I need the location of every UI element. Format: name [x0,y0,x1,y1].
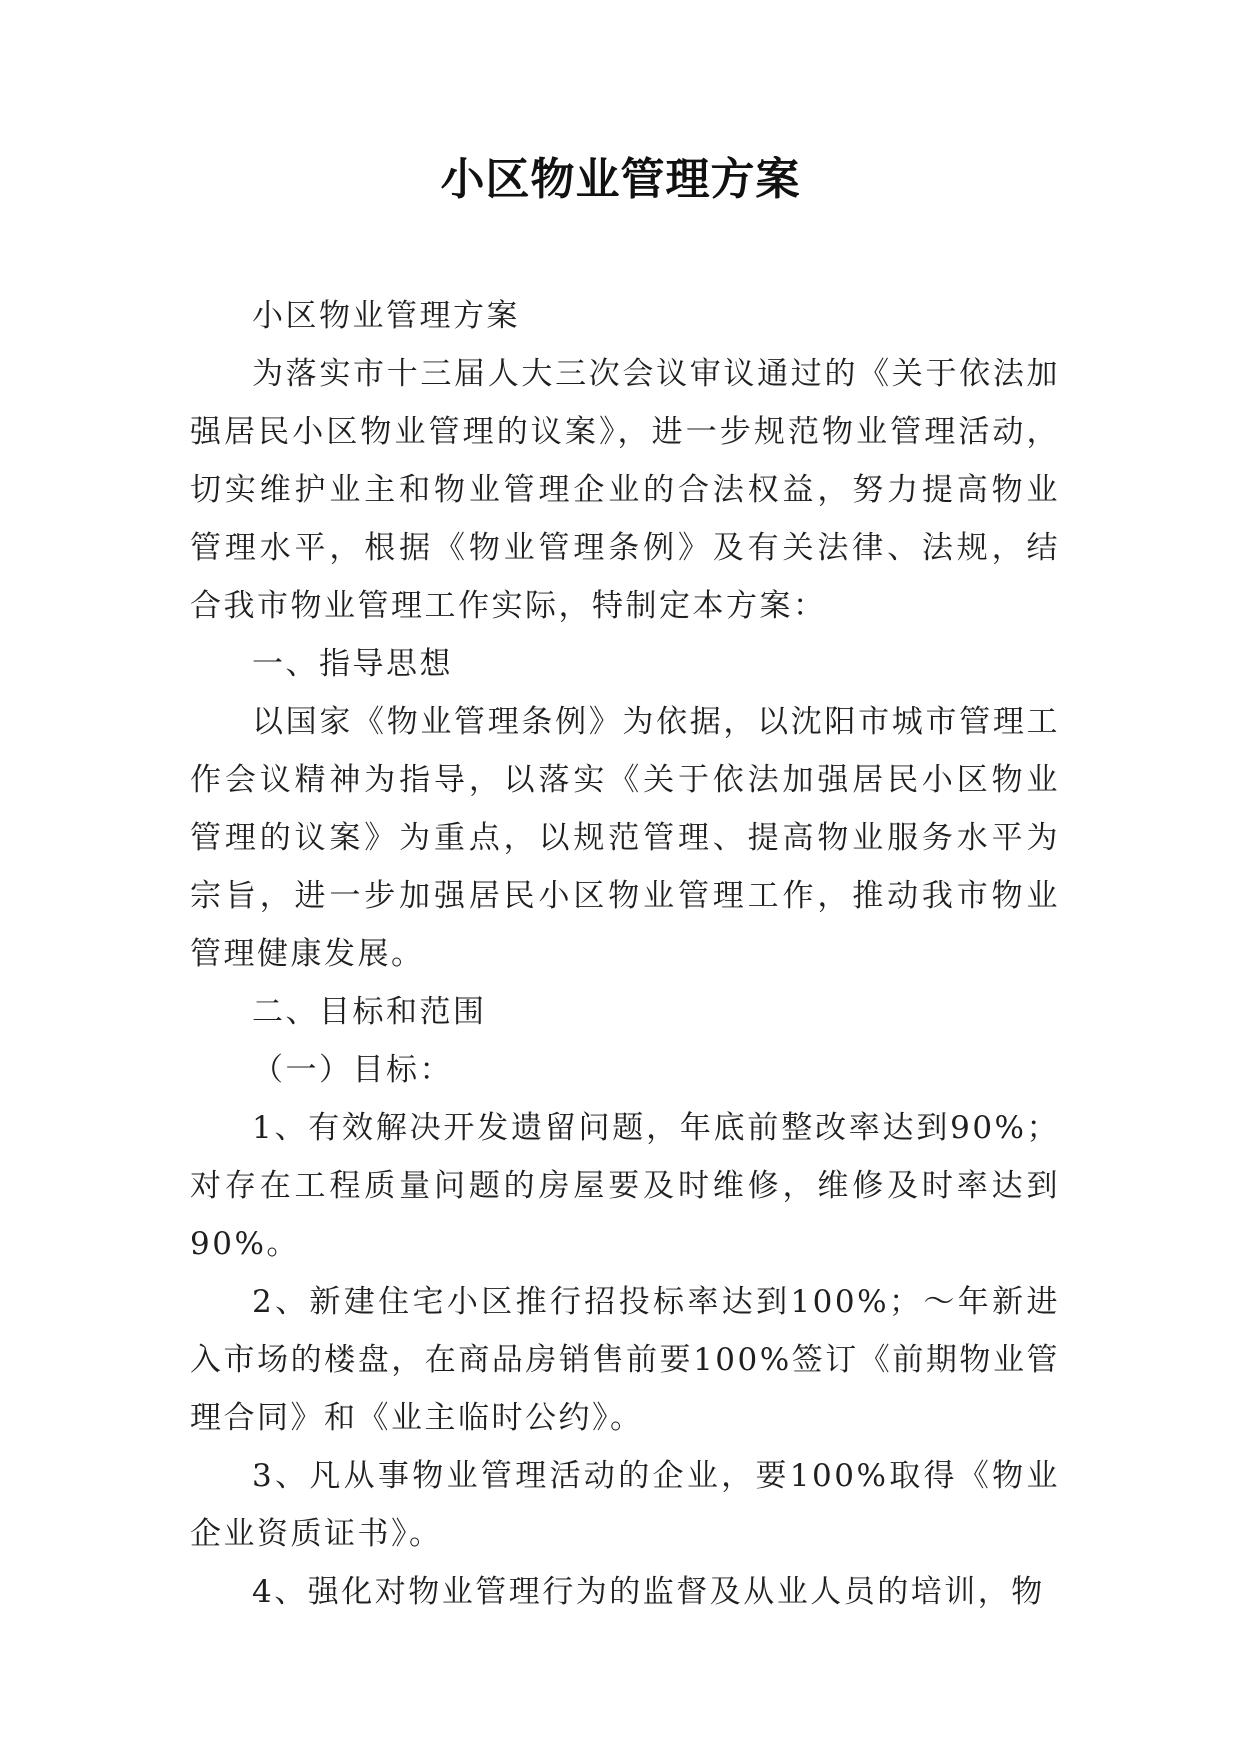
goal-item-1: 1、有效解决开发遗留问题，年底前整改率达到90%；对存在工程质量问题的房屋要及时维修，维修及时率达到90%。 [190,1110,1060,1262]
goal-item-4: 4、强化对物业管理行为的监督及从业人员的培训，物 [252,1574,1045,1610]
section-heading-goals-scope: 二、目标和范围 [252,994,487,1030]
guiding-ideology-paragraph: 以国家《物业管理条例》为依据，以沈阳市城市管理工作会议精神为指导，以落实《关于依法加强居民小区物业管理的议案》为重点，以规范管理、提高物业服务水平为宗旨，进一步加强居民小区物业管理工作，推动我市物业管理健康发展。 [190,704,1060,972]
intro-paragraph: 为落实市十三届人大三次会议审议通过的《关于依法加强居民小区物业管理的议案》，进一步规范物业管理活动，切实维护业主和物业管理企业的合法权益，努力提高物业管理水平，根据《物业管理条例》及有关法律、法规，结合我市物业管理工作实际，特制定本方案： [190,356,1060,624]
goal-item-3: 3、凡从事物业管理活动的企业，要100%取得《物业企业资质证书》。 [190,1458,1060,1552]
body-subtitle: 小区物业管理方案 [252,298,520,334]
document-body [190,287,1060,1621]
section-heading-guiding-ideology: 一、指导思想 [252,646,453,682]
goal-item-2: 2、新建住宅小区推行招投标率达到100%；～年新进入市场的楼盘，在商品房销售前要100%签订《前期物业管理合同》和《业主临时公约》。 [190,1284,1060,1436]
document-title: 小区物业管理方案 [440,154,801,205]
subsection-heading-goals: （一）目标： [252,1052,453,1088]
